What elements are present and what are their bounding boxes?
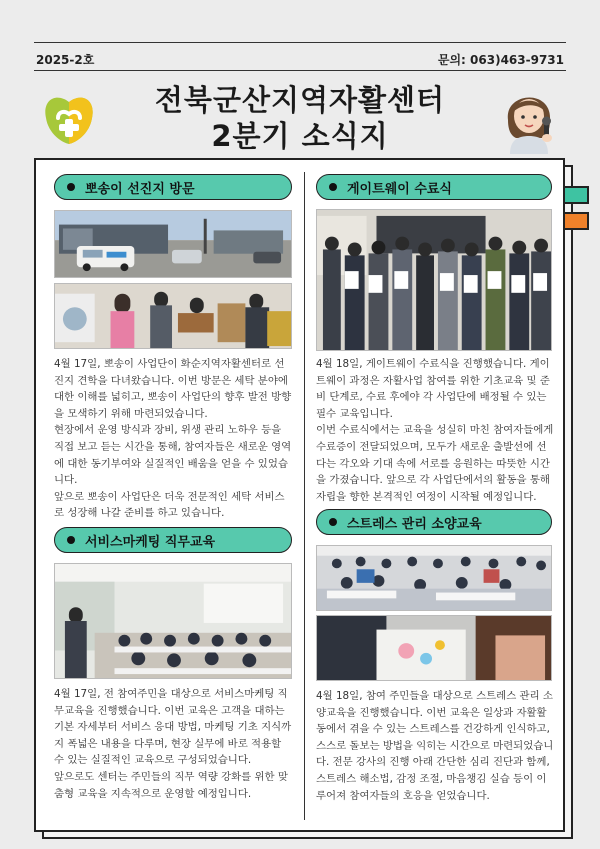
visit-paragraph-1: 4월 17일, 뽀송이 사업단이 화순지역자활센터로 선진지 견학을 다녀왔습니다. 이번 방문은 세탁 분야에 대한 이해를 넓히고, 뽀송이 사업단의 향후 발전 방향을 모색하기 위해 마련되었습니다. xyxy=(54,358,292,420)
marketing-paragraph-1: 4월 17일, 전 참여주민을 대상으로 서비스마케팅 직무교육을 진행했습니다. 이번 교육은 고객을 대하는 기본 자세부터 서비스 응대 방법, 마케팅 기초 지식까지 폭넓은 내용을 다루며, 현장 실무에 바로 적용할 수 있는 실질적인 교육으로 구성되었습니다. xyxy=(54,688,292,767)
section-title-visit: 뽀송이 선진지 방문 xyxy=(85,181,195,197)
article-marketing-body xyxy=(54,686,294,802)
visit-paragraph-2: 현장에서 운영 방식과 장비, 위생 관리 노하우 등을 직접 보고 듣는 시간을 통해, 참여자들은 새로운 영역에 대한 동기부여와 실질적인 배움을 얻을 수 있었습니다. xyxy=(54,424,292,487)
center-logo-icon xyxy=(38,88,100,148)
reporter-avatar-icon xyxy=(496,82,562,154)
section-title-stress: 스트레스 관리 소양교육 xyxy=(347,516,482,532)
issue-number: 2025-2호 xyxy=(36,53,95,67)
title-line-1: 전북군산지역자활센터 xyxy=(154,83,446,117)
section-header-gateway xyxy=(316,174,552,200)
contact-phone: 문의: 063)463-9731 xyxy=(437,53,564,67)
bullet-icon xyxy=(67,536,75,544)
section-header-marketing xyxy=(54,527,292,553)
page-title xyxy=(110,82,490,154)
bullet-icon xyxy=(67,183,75,191)
section-title-marketing: 서비스마케팅 직무교육 xyxy=(85,534,216,550)
photo-gateway-ceremony xyxy=(316,209,552,351)
column-divider xyxy=(304,172,305,820)
section-title-gateway: 게이트웨이 수료식 xyxy=(347,181,452,197)
title-line-2: 2분기 소식지 xyxy=(211,119,389,153)
article-visit-body xyxy=(54,356,294,522)
bullet-icon xyxy=(329,183,337,191)
photo-marketing-class xyxy=(54,563,292,679)
header-rule-top xyxy=(34,42,566,43)
photo-stress-class xyxy=(316,545,552,611)
bullet-icon xyxy=(329,518,337,526)
marketing-paragraph-2: 앞으로도 센터는 주민들의 직무 역량 강화를 위한 맞춤형 교육을 지속적으로 운영할 예정입니다. xyxy=(54,770,288,800)
photo-visit-exterior xyxy=(54,210,292,278)
header-rule-bottom xyxy=(34,70,566,71)
side-tab-orange xyxy=(565,212,589,230)
gateway-paragraph-1: 4월 18일, 게이트웨이 수료식을 진행했습니다. 게이트웨이 과정은 자활사업 참여를 위한 기초교육 및 준비 단계로, 수료 후에야 각 사업단에 배정될 수 있는 필수 교육입니다. xyxy=(316,358,550,420)
gateway-paragraph-2: 이번 수료식에서는 교육을 성실히 마친 참여자들에게 수료증이 전달되었으며, 모두가 새로운 출발선에 선다는 각오와 기대 속에 서로를 응원하는 따뜻한 시간을 가졌습니다. 앞으로 각 사업단에서의 활동을 통해 자립을 향한 본격적인 여정이 시작될 예정입니다. xyxy=(316,424,554,503)
stress-paragraph-1: 4월 18일, 참여 주민들을 대상으로 스트레스 관리 소양교육을 진행했습니다. 이번 교육은 일상과 자활활동에서 겪을 수 있는 스트레스를 건강하게 인식하고, 스스로 돌보는 방법을 익히는 시간으로 마련되었습니다. 전문 강사의 진행 아래 간단한 심리 진단과 함께, 스트레스 해소법, 감정 조절, 마음챙김 실습 등이 이루어져 참여자들의 호응을 얻었습니다. xyxy=(316,690,554,802)
article-gateway-body xyxy=(316,356,554,505)
section-header-visit xyxy=(54,174,292,200)
article-stress-body xyxy=(316,688,554,804)
side-tab-teal xyxy=(565,186,589,204)
photo-visit-laundry xyxy=(54,283,292,349)
photo-stress-drawing xyxy=(316,615,552,681)
section-header-stress xyxy=(316,509,552,535)
visit-paragraph-3: 앞으로 뽀송이 사업단은 더욱 전문적인 세탁 서비스로 성장해 나갈 준비를 하고 있습니다. xyxy=(54,490,285,520)
